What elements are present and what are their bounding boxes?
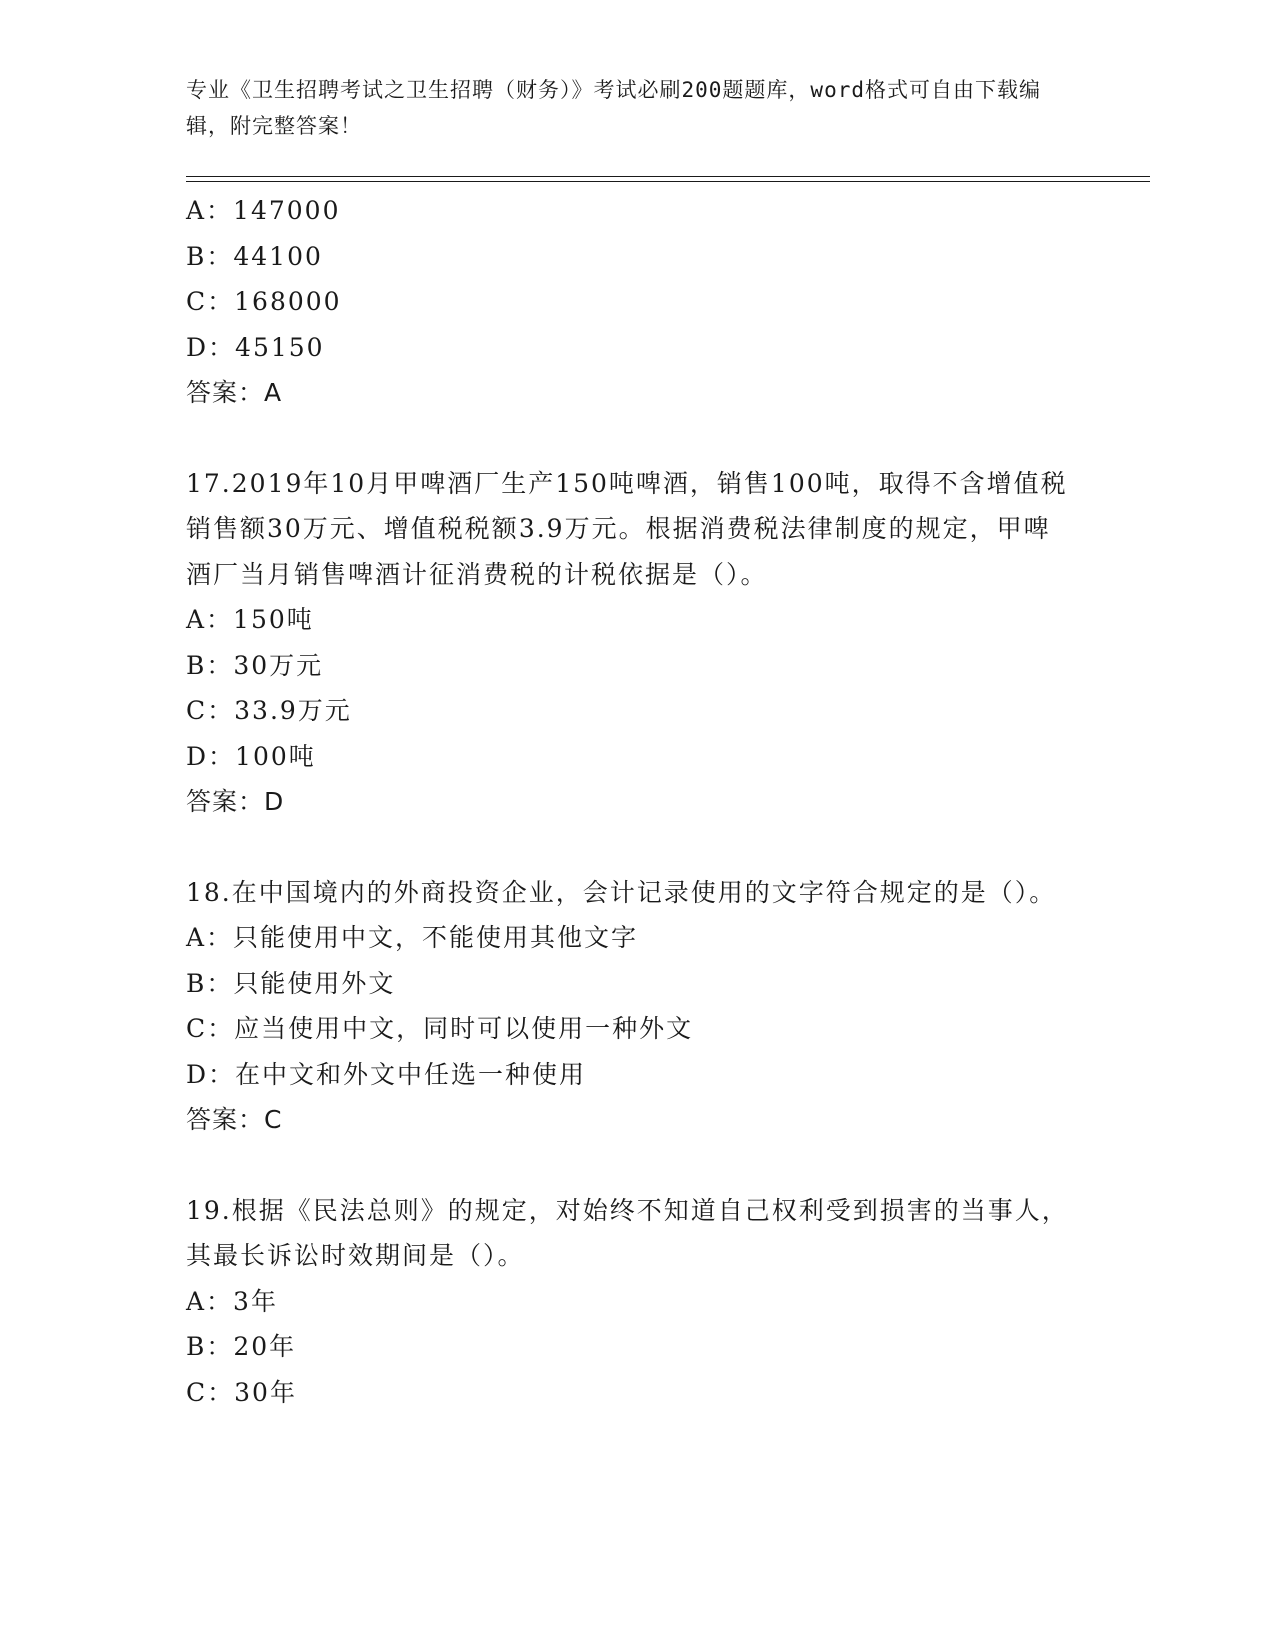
- answer-line: 答案：C: [186, 1105, 283, 1134]
- option-c: C：30年: [186, 1377, 297, 1407]
- option-a: A：3年: [186, 1286, 278, 1316]
- document-header: 专业《卫生招聘考试之卫生招聘（财务）》考试必刷200题题库，word格式可自由下载编辑，附完整答案！: [186, 78, 1041, 138]
- question-block-19: [186, 1188, 1086, 1416]
- option-a: A：150吨: [186, 605, 314, 634]
- option-b: B：只能使用外文: [186, 968, 396, 998]
- option-c: C：33.9万元: [186, 696, 352, 725]
- header-divider-bottom: [186, 181, 1150, 182]
- header-divider-top: [186, 176, 1150, 177]
- option-d: D：100吨: [186, 741, 316, 771]
- question-block-17: [186, 461, 1086, 825]
- option-a: A：只能使用中文，不能使用其他文字: [186, 923, 639, 952]
- spacer: [186, 1143, 1086, 1188]
- option-a: A：147000: [186, 196, 341, 225]
- question-text: 19.根据《民法总则》的规定，对始终不知道自己权利受到损害的当事人，其最长诉讼时效期间是（）。: [186, 1195, 1069, 1270]
- spacer: [186, 825, 1086, 870]
- option-d: D：45150: [186, 332, 325, 362]
- option-c: C：应当使用中文，同时可以使用一种外文: [186, 1014, 694, 1043]
- option-b: B：44100: [186, 241, 323, 271]
- question-text: 18.在中国境内的外商投资企业，会计记录使用的文字符合规定的是（）。: [186, 877, 1057, 907]
- question-block-16: [186, 188, 1086, 416]
- spacer: [186, 416, 1086, 461]
- question-block-18: [186, 870, 1086, 1143]
- option-b: B：20年: [186, 1332, 297, 1361]
- question-text: 17.2019年10月甲啤酒厂生产150吨啤酒，销售100吨，取得不含增值税销售额30万元、增值税税额3.9万元。根据消费税法律制度的规定，甲啤酒厂当月销售啤酒计征消费税的计税依据是（）。: [186, 468, 1068, 589]
- option-d: D：在中文和外文中任选一种使用: [186, 1059, 587, 1089]
- document-body: [186, 188, 1086, 1415]
- answer-line: 答案：A: [186, 378, 283, 407]
- option-c: C：168000: [186, 287, 342, 316]
- option-b: B：30万元: [186, 650, 324, 680]
- answer-line: 答案：D: [186, 787, 285, 816]
